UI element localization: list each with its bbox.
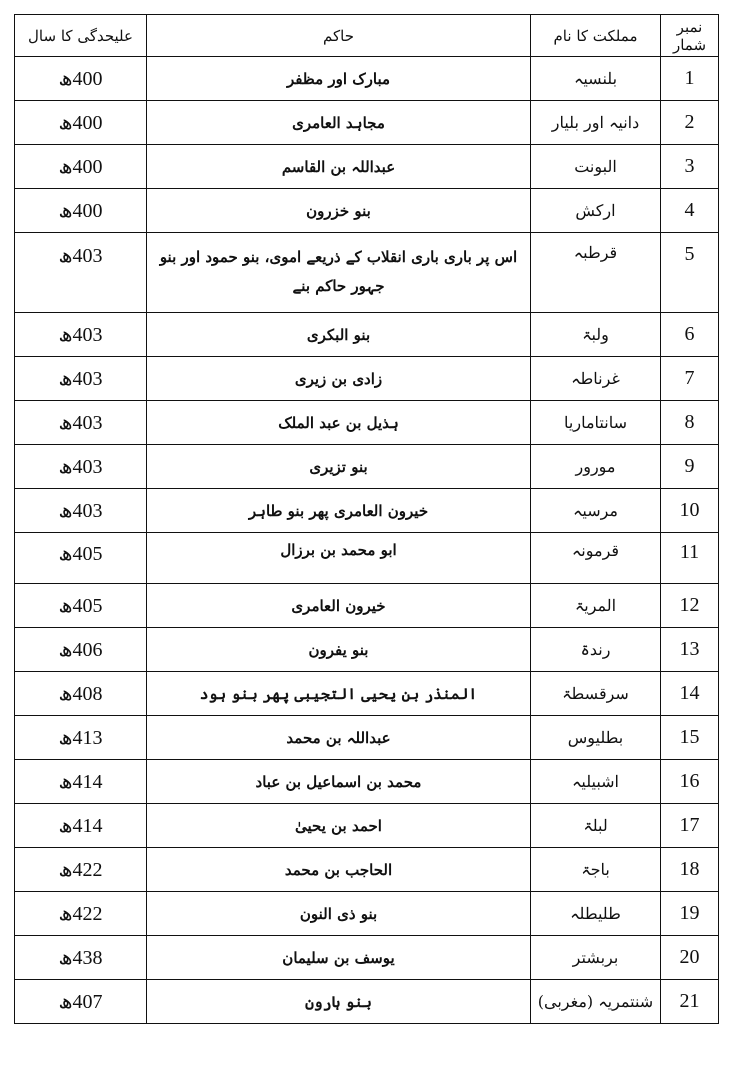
header-row (15, 15, 719, 57)
ruler-cell: محمد بن اسماعیل بن عباد (147, 760, 531, 804)
year-value: 438ھ (58, 947, 103, 969)
table-row (15, 533, 719, 584)
ruler-cell: عبداللہ بن القاسم (147, 145, 531, 189)
year-cell (15, 489, 147, 533)
year-value: 403ھ (58, 368, 103, 390)
country-cell: قرطبہ (531, 233, 661, 313)
year-value: 408ھ (58, 683, 103, 705)
year-value: 422ھ (58, 859, 103, 881)
year-cell (15, 313, 147, 357)
year-value: 403ھ (58, 324, 103, 346)
ruler-cell: بنو خزرون (147, 189, 531, 233)
year-cell (15, 357, 147, 401)
year-cell (15, 980, 147, 1024)
year-value: 403ھ (58, 412, 103, 434)
ruler-cell: خیرون العامری (147, 584, 531, 628)
table-row (15, 401, 719, 445)
row-number: 1 (661, 57, 719, 101)
row-number: 6 (661, 313, 719, 357)
year-value: 414ھ (58, 815, 103, 837)
year-cell (15, 760, 147, 804)
table-row (15, 313, 719, 357)
country-cell: طلیطلہ (531, 892, 661, 936)
year-value: 400ھ (58, 200, 103, 222)
year-cell (15, 672, 147, 716)
ruler-cell: بنو یفرون (147, 628, 531, 672)
header-year: علیحدگی کا سال (15, 15, 147, 57)
year-cell (15, 233, 147, 313)
row-number: 5 (661, 233, 719, 313)
ruler-cell: یوسف بن سلیمان (147, 936, 531, 980)
country-cell: شنتمریہ (مغربی) (531, 980, 661, 1024)
row-number: 8 (661, 401, 719, 445)
row-number: 19 (661, 892, 719, 936)
header-ruler: حاکم (147, 15, 531, 57)
table-row (15, 445, 719, 489)
country-cell: مرسیہ (531, 489, 661, 533)
table-row (15, 980, 719, 1024)
country-cell: المریۃ (531, 584, 661, 628)
year-value: 422ھ (58, 903, 103, 925)
row-number: 3 (661, 145, 719, 189)
row-number: 2 (661, 101, 719, 145)
row-number: 7 (661, 357, 719, 401)
year-value: 400ھ (58, 68, 103, 90)
table-row (15, 489, 719, 533)
year-value: 414ھ (58, 771, 103, 793)
year-cell (15, 145, 147, 189)
country-cell: اشبیلیہ (531, 760, 661, 804)
country-cell: رندۃ (531, 628, 661, 672)
table-row (15, 233, 719, 313)
country-cell: غرناطہ (531, 357, 661, 401)
table-row (15, 804, 719, 848)
year-cell (15, 848, 147, 892)
year-cell (15, 716, 147, 760)
ruler-cell: مبارک اور مظفر (147, 57, 531, 101)
table-row (15, 145, 719, 189)
table-row (15, 848, 719, 892)
country-cell: باجۃ (531, 848, 661, 892)
ruler-cell: عبداللہ بن محمد (147, 716, 531, 760)
country-cell: سرقسطۃ (531, 672, 661, 716)
table-row (15, 101, 719, 145)
ruler-cell: الحاجب بن محمد (147, 848, 531, 892)
row-number: 14 (661, 672, 719, 716)
row-number: 4 (661, 189, 719, 233)
table-row (15, 672, 719, 716)
year-cell (15, 892, 147, 936)
header-country: مملکت کا نام (531, 15, 661, 57)
table-row (15, 892, 719, 936)
states-table (14, 14, 719, 1024)
year-value: 400ھ (58, 112, 103, 134)
year-value: 405ھ (58, 543, 103, 565)
row-number: 12 (661, 584, 719, 628)
year-cell (15, 445, 147, 489)
table-row (15, 716, 719, 760)
row-number: 10 (661, 489, 719, 533)
ruler-cell: زادی بن زیری (147, 357, 531, 401)
row-number: 20 (661, 936, 719, 980)
year-value: 406ھ (58, 639, 103, 661)
country-cell: سانتاماریا (531, 401, 661, 445)
ruler-cell: خیرون العامری پھر بنو طاہر (147, 489, 531, 533)
year-value: 403ھ (58, 456, 103, 478)
row-number: 15 (661, 716, 719, 760)
ruler-cell: ہذیل بن عبد الملک (147, 401, 531, 445)
year-value: 407ھ (58, 991, 103, 1013)
country-cell: بربشتر (531, 936, 661, 980)
ruler-cell: بنو البکری (147, 313, 531, 357)
country-cell: ولبۃ (531, 313, 661, 357)
row-number: 11 (661, 533, 719, 584)
country-cell: بطلیوس (531, 716, 661, 760)
year-value: 403ھ (58, 500, 103, 522)
ruler-cell: مجاہد العامری (147, 101, 531, 145)
ruler-cell: المنذر بن یحیی التجیبی پھر بنو ہود (147, 672, 531, 716)
table-row (15, 628, 719, 672)
year-value: 403ھ (58, 245, 103, 267)
row-number: 9 (661, 445, 719, 489)
country-cell: ارکش (531, 189, 661, 233)
year-cell (15, 401, 147, 445)
table-row (15, 189, 719, 233)
table-row (15, 57, 719, 101)
row-number: 13 (661, 628, 719, 672)
year-cell (15, 189, 147, 233)
table-row (15, 760, 719, 804)
year-cell (15, 533, 147, 584)
row-number: 18 (661, 848, 719, 892)
ruler-cell: اس پر باری باری انقلاب کے ذریعے اموی، بنو حمود اور بنو جہور حاکم بنے (147, 233, 531, 313)
country-cell: دانیہ اور بلیار (531, 101, 661, 145)
year-cell (15, 57, 147, 101)
country-cell: البونت (531, 145, 661, 189)
country-cell: قرمونہ (531, 533, 661, 584)
country-cell: لبلۃ (531, 804, 661, 848)
country-cell: مورور (531, 445, 661, 489)
country-cell: بلنسیہ (531, 57, 661, 101)
row-number: 17 (661, 804, 719, 848)
year-cell (15, 804, 147, 848)
row-number: 21 (661, 980, 719, 1024)
ruler-cell: بنو تزیری (147, 445, 531, 489)
year-cell (15, 628, 147, 672)
ruler-cell: بنو ہارون (147, 980, 531, 1024)
ruler-cell: بنو ذی النون (147, 892, 531, 936)
year-value: 400ھ (58, 156, 103, 178)
year-cell (15, 584, 147, 628)
year-cell (15, 101, 147, 145)
table-row (15, 584, 719, 628)
year-value: 405ھ (58, 595, 103, 617)
ruler-cell: ابو محمد بن برزال (147, 533, 531, 584)
row-number: 16 (661, 760, 719, 804)
table-row (15, 936, 719, 980)
ruler-cell: احمد بن یحییٰ (147, 804, 531, 848)
year-value: 413ھ (58, 727, 103, 749)
table-row (15, 357, 719, 401)
header-num: نمبر شمار (661, 15, 719, 57)
year-cell (15, 936, 147, 980)
